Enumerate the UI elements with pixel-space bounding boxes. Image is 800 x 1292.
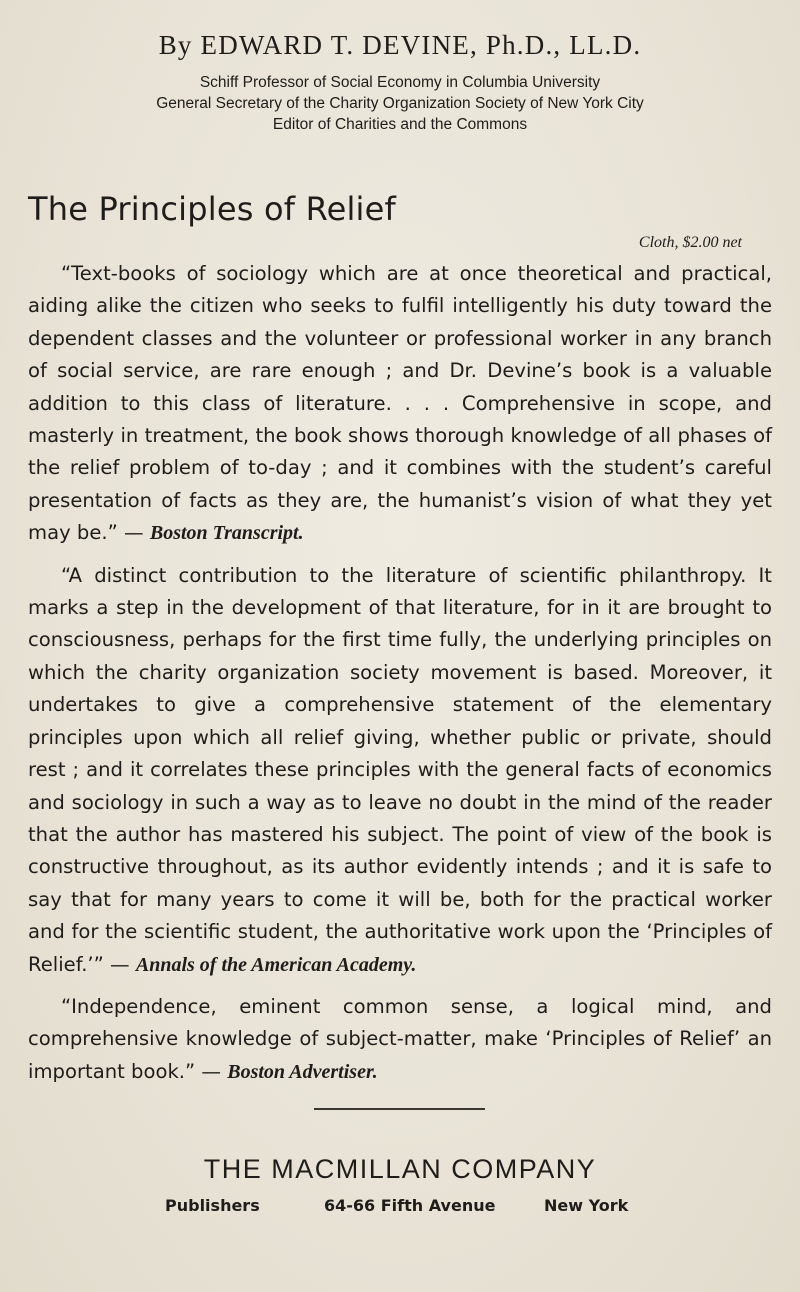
book-title: The Principles of Relief bbox=[28, 190, 397, 228]
review-text: “A distinct contribution to the literature of scientific philanthropy. It marks a step in the development of that literature, for in it are brought to consciousness, perhaps for the first time fully, the underlying principles on which the charity organization society movement is based. Moreover, it undertakes to give a comprehensive statement of the elementary principles upon which all relief giving, whether public or private, should rest ; and it correlates these principles with the general facts of economics and sociology in such a way as to leave no doubt in the mind of the reader that the author has mastered his subject. The point of view of the book is constructive throughout, as its author evidently intends ; and it is safe to say that for many years to come it will be, both for the practical worker and for the scientific student, the authoritative work upon the ‘Principles of Relief.’” — bbox=[28, 563, 772, 976]
credential-line: Editor of Charities and the Commons bbox=[272, 116, 528, 133]
review-source: Annals of the American Academy. bbox=[135, 953, 417, 976]
credential-line: General Secretary of the Charity Organization Society of New York City bbox=[156, 95, 644, 112]
author-byline: By EDWARD T. DEVINE, Ph.D., LL.D. bbox=[158, 30, 642, 60]
review-quote bbox=[28, 991, 772, 1088]
publisher-city: New York bbox=[544, 1196, 629, 1215]
review-quote bbox=[28, 258, 772, 550]
publisher-name: THE MACMILLAN COMPANY bbox=[203, 1154, 597, 1184]
author-credentials bbox=[0, 72, 800, 135]
publisher-address: 64-66 Fifth Avenue bbox=[324, 1196, 496, 1215]
review-text: “Independence, eminent common sense, a logical mind, and comprehensive knowledge of subject-matter, make ‘Principles of Relief’ an important book.” — bbox=[28, 994, 772, 1083]
review-source: Boston Advertiser. bbox=[227, 1060, 378, 1083]
divider-rule bbox=[314, 1108, 485, 1110]
book-price: Cloth, $2.00 net bbox=[638, 234, 742, 251]
review-text: “Text-books of sociology which are at once theoretical and practical, aiding alike the citizen who seeks to fulfil intelligently his duty toward the dependent classes and the volunteer or professional worker in any branch of social service, are rare enough ; and Dr. Devine’s book is a valuable addition to this class of literature. . . . Comprehensive in scope, and masterly in treatment, the book shows thorough knowledge of all phases of the relief problem of to-day ; and it combines with the student’s careful presentation of facts as they are, the humanist’s vision of what they yet may be.” — bbox=[28, 262, 772, 545]
reviews-section bbox=[28, 258, 772, 1098]
review-quote bbox=[28, 560, 772, 981]
publisher-role: Publishers bbox=[165, 1196, 260, 1215]
credential-line: Schiff Professor of Social Economy in Columbia University bbox=[199, 74, 601, 91]
review-source: Boston Transcript. bbox=[149, 522, 304, 545]
